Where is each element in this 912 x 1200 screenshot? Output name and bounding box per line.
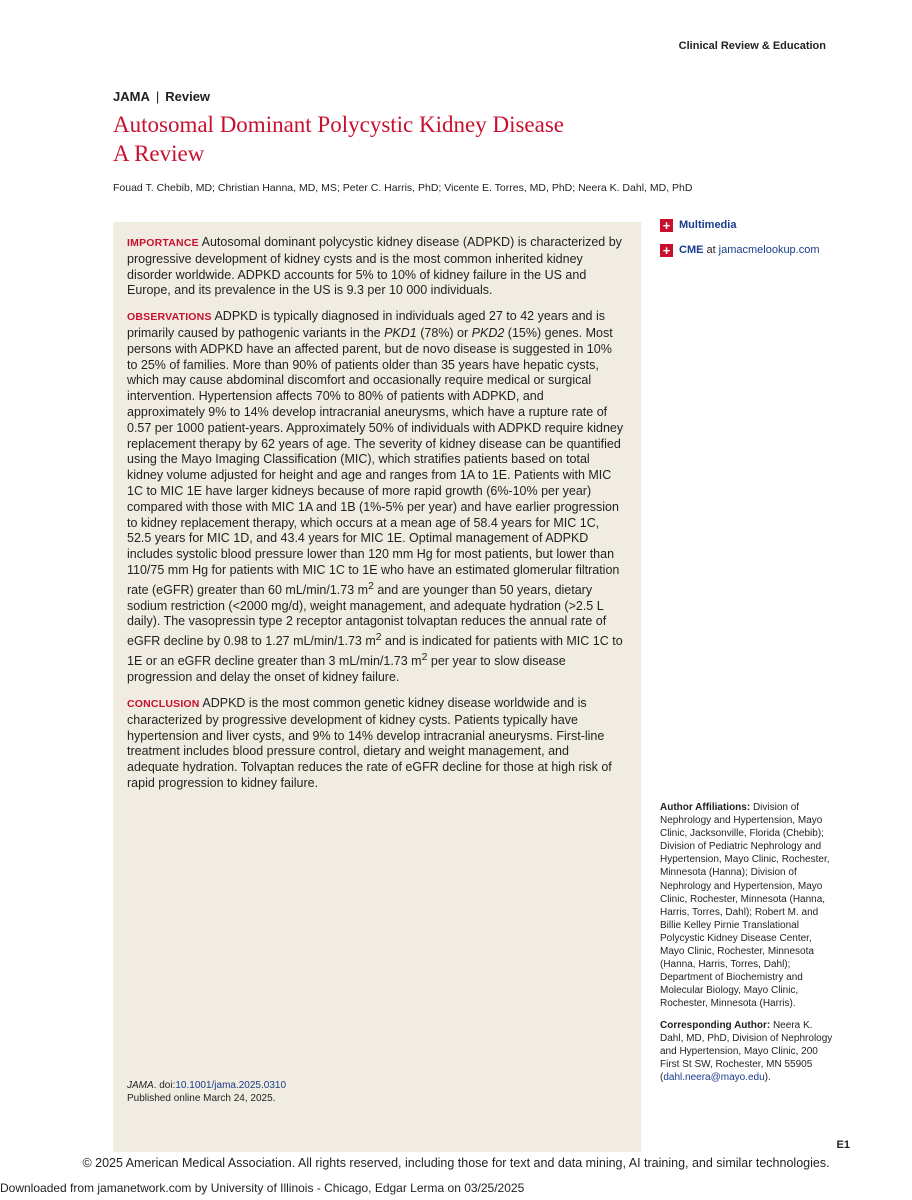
journal-name: JAMA: [113, 89, 150, 104]
corresponding-author: [660, 1019, 835, 1084]
observations-paragraph: [127, 309, 624, 686]
abstract: [127, 235, 624, 802]
observations-label: OBSERVATIONS: [127, 311, 212, 324]
conclusion-paragraph: [127, 696, 624, 792]
superscript-2: 2: [421, 652, 428, 664]
observations-text-5: and is indicated for patients with MIC 1C to 1E or an eGFR decline greater than 3 mL/min/1.73 m: [127, 634, 623, 669]
doi-line: [127, 1079, 286, 1092]
multimedia-label: Multimedia: [679, 219, 737, 231]
importance-text: Autosomal dominant polycystic kidney disease (ADPKD) is characterized by progressive development of kidney cysts and is the most common inherited kidney disorder worldwide. ADPKD accounts for 5% to 10% of kidney failure in the US and Europe, and its prevalence in the US is 9.3 per 10 000 individuals.: [127, 235, 622, 298]
affiliations-label: Author Affiliations:: [660, 802, 751, 813]
corresponding-close: ).: [764, 1071, 771, 1083]
doi-link[interactable]: 10.1001/jama.2025.0310: [175, 1080, 287, 1091]
corresponding-email[interactable]: dahl.neera@mayo.edu: [663, 1071, 765, 1083]
superscript-2: 2: [368, 580, 374, 592]
published-date: Published online March 24, 2025.: [127, 1093, 276, 1104]
download-notice: Downloaded from jamanetwork.com by University of Illinois - Chicago, Edgar Lerma on 03/25/2025: [0, 1181, 525, 1195]
corresponding-text: Neera K. Dahl, MD, PhD, Division of Nephrology and Hypertension, Mayo Clinic, 200 First St SW, Rochester, MN 55905 (: [660, 1019, 833, 1083]
superscript-2: 2: [375, 632, 382, 644]
cme-link[interactable]: [660, 242, 820, 258]
side-links: [660, 217, 820, 267]
doi-prefix: . doi:: [153, 1080, 176, 1091]
citation-journal: JAMA: [127, 1080, 154, 1091]
cme-at: at: [706, 244, 716, 256]
importance-label: IMPORTANCE: [127, 237, 199, 249]
observations-text-6: per year to slow disease progression and delay the onset of kidney failure.: [127, 654, 566, 685]
article-title: [113, 110, 564, 168]
corresponding-label: Corresponding Author:: [660, 1019, 771, 1031]
observations-text-2: (78%) or: [420, 325, 469, 340]
gene-pkd2: PKD2: [471, 325, 505, 340]
affiliations-block: [660, 801, 835, 1092]
gene-pkd1: PKD1: [384, 325, 417, 340]
conclusion-text: ADPKD is the most common genetic kidney disease worldwide and is characterized by progressive development of kidney cysts. Patients typically have hypertension and liver cysts, and 9% to 14% develop intracranial aneurysms. First-line treatment includes blood pressure control, dietary and weight management, and adequate hydration. Tolvaptan reduces the rate of eGFR decline for those at high risk of rapid progression to kidney failure.: [127, 695, 612, 790]
citation: [127, 1079, 286, 1105]
title-line-1: Autosomal Dominant Polycystic Kidney Disease: [113, 112, 564, 137]
affiliations-text: Division of Nephrology and Hypertension, Mayo Clinic, Jacksonville, Florida (Chebib); Division of Pediatric Nephrology and Hypertension, Mayo Clinic, Rochester, Minnesota (Hanna); Division of Nephrology and Hypertension, Mayo Clinic, Rochester, Minnesota (Hanna, Harris, Torres, Dahl); Robert M. and Billie Kelley Pirnie Translational Polycystic Kidney Disease Center, Mayo Clinic, Rochester, Minnesota (Hanna, Harris, Torres, Dahl); Department of Biochemistry and Molecular Biology, Mayo Clinic, Rochester, Minnesota (Harris).: [660, 802, 830, 1010]
plus-icon: +: [660, 219, 673, 232]
title-line-2: A Review: [113, 141, 205, 166]
author-affiliations: [660, 801, 835, 1011]
copyright-notice: © 2025 American Medical Association. All rights reserved, including those for text and data mining, AI training, and similar technologies.: [82, 1156, 830, 1170]
article-type: Review: [165, 89, 211, 104]
observations-text-4: and are younger than 50 years, dietary sodium restriction (<2000 mg/d), weight management, and adequate hydration (>2.5 L daily). The vasopressin type 2 receptor antagonist tolvaptan reduces the annual rate of eGFR decline by 0.98 to 1.27 mL/min/1.73 m: [127, 582, 607, 649]
plus-icon: +: [660, 244, 673, 257]
page-number: E1: [836, 1139, 850, 1151]
author-list: Fouad T. Chebib, MD; Christian Hanna, MD, MS; Peter C. Harris, PhD; Vicente E. Torres, MD, PhD; Neera K. Dahl, MD, PhD: [113, 182, 693, 194]
multimedia-link[interactable]: [660, 217, 820, 233]
conclusion-label: CONCLUSION: [127, 697, 200, 710]
observations-text-3: (15%) genes. Most persons with ADPKD have an affected parent, but de novo disease is suggested in 10% to 25% of families. More than 90% of patients older than 35 years have hepatic cysts, which may cause abdominal discomfort and occasionally require medical or surgical intervention. Hypertension affects 70% to 80% of patients with ADPKD, and approximately 9% to 14% develop intracranial aneurysms, which have a rupture rate of 0.57 per 1000 patient-years. Approximately 50% of individuals with ADPKD require kidney replacement therapy by 62 years of age. The severity of kidney disease can be quantified using the Mayo Imaging Classification (MIC), which stratifies patients based on total kidney volume adjusted for height and age and ranges from 1A to 1E. Patients with MIC 1C to MIC 1E have larger kidneys because of more rapid growth (6%-10% per year) compared with those with MIC 1A and 1B (1%-5% per year) and have earlier progression to kidney replacement therapy, which occurs at a mean age of 58.4 years for MIC 1C, 52.5 years for MIC 1D, and 43.4 years for MIC 1E. Optimal management of ADPKD includes systolic blood pressure lower than 120 mm Hg for most patients, but lower than 110/75 mm Hg for patients with MIC 1C to 1E who have an estimated glomerular filtration rate (eGFR) greater than 60 mL/min/1.73 m: [127, 325, 624, 597]
cme-url[interactable]: jamacmelookup.com: [718, 244, 820, 256]
journal-separator: |: [155, 89, 160, 104]
observations-text-1: ADPKD is typically diagnosed in individuals aged 27 to 42 years and is primarily caused by pathogenic variants in the: [127, 309, 605, 340]
cme-label: CME: [679, 244, 704, 256]
journal-line: [113, 89, 210, 104]
importance-paragraph: [127, 235, 624, 299]
section-label: Clinical Review & Education: [678, 40, 826, 52]
